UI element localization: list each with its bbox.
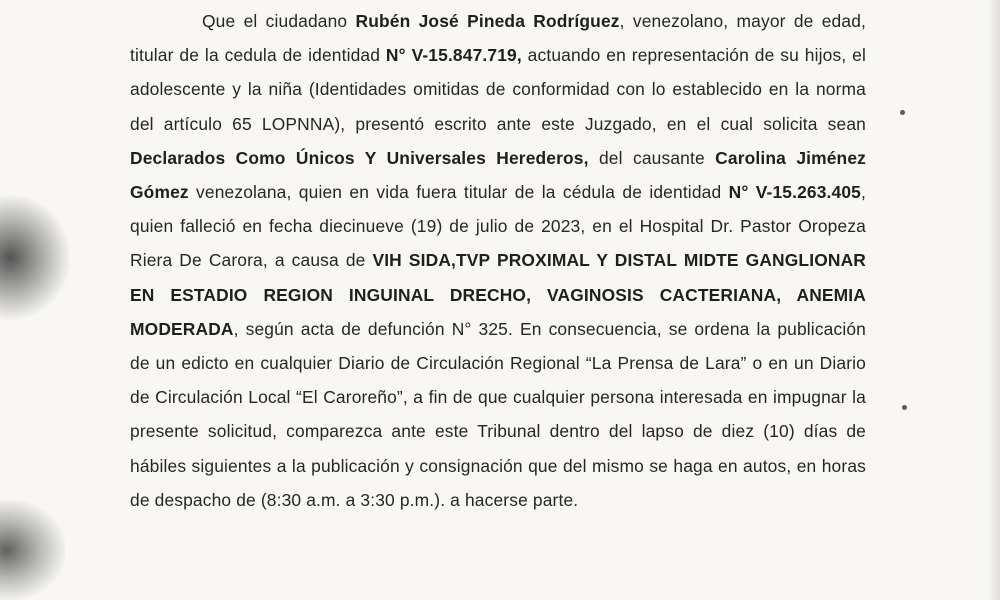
text-segment: venezolana, quien en vida fuera titular de la cédula de identidad <box>188 182 729 203</box>
deceased-id-number: N° V-15.263.405 <box>728 182 862 203</box>
text-segment: , venezolano, mayor de edad, titular de la cedula de identidad <box>130 11 867 66</box>
punch-mark-upper <box>900 110 905 115</box>
text-segment: actuando en representación de su hijos, el adolescente y la niña (Identidades omitidas de conformidad con lo establecido en la norma del artículo 65 LOPNNA), presentó escrito ante este Juzgado, en el cual solicita sean <box>130 45 866 134</box>
scan-shadow-left-lower <box>0 500 65 600</box>
edict-paragraph <box>130 4 866 517</box>
deceased-name: Carolina Jiménez Gómez <box>130 147 866 203</box>
text-segment: , quien falleció en fecha diecinueve (19) de julio de 2023, en el Hospital Dr. Pastor Oropeza Riera De Carora, a causa de <box>130 182 866 271</box>
petitioner-name: Rubén José Pineda Rodríguez <box>355 11 620 31</box>
text-segment: Que el ciudadano <box>202 11 356 31</box>
scan-edge-right <box>988 0 1000 600</box>
punch-mark-lower <box>902 405 907 410</box>
scan-shadow-left-upper <box>0 195 70 320</box>
cause-of-death: VIH SIDA,TVP PROXIMAL Y DISTAL MIDTE GANGLIONAR EN ESTADIO REGION INGUINAL DRECHO, VAGINOSIS CACTERIANA, ANEMIA MODERADA <box>130 250 866 339</box>
text-segment: , según acta de defunción N° 325. En consecuencia, se ordena la publicación de un edicto en cualquier Diario de Circulación Regional “La Prensa de Lara” o en un Diario de Circulación Local “El Caroreño”, a fin de que cualquier persona interesada en impugnar la presente solicitud, comparezca ante este Tribunal dentro del lapso de diez (10) días de hábiles siguientes a la publicación y consignación que del mismo se haga en autos, en horas de despacho de (8:30 a.m. a 3:30 p.m.). a hacerse parte. <box>130 318 866 510</box>
text-segment: del causante <box>588 147 716 168</box>
petitioner-id-number: N° V-15.847.719, <box>385 45 522 66</box>
request-declaration: Declarados Como Únicos Y Universales Herederos, <box>130 147 589 168</box>
